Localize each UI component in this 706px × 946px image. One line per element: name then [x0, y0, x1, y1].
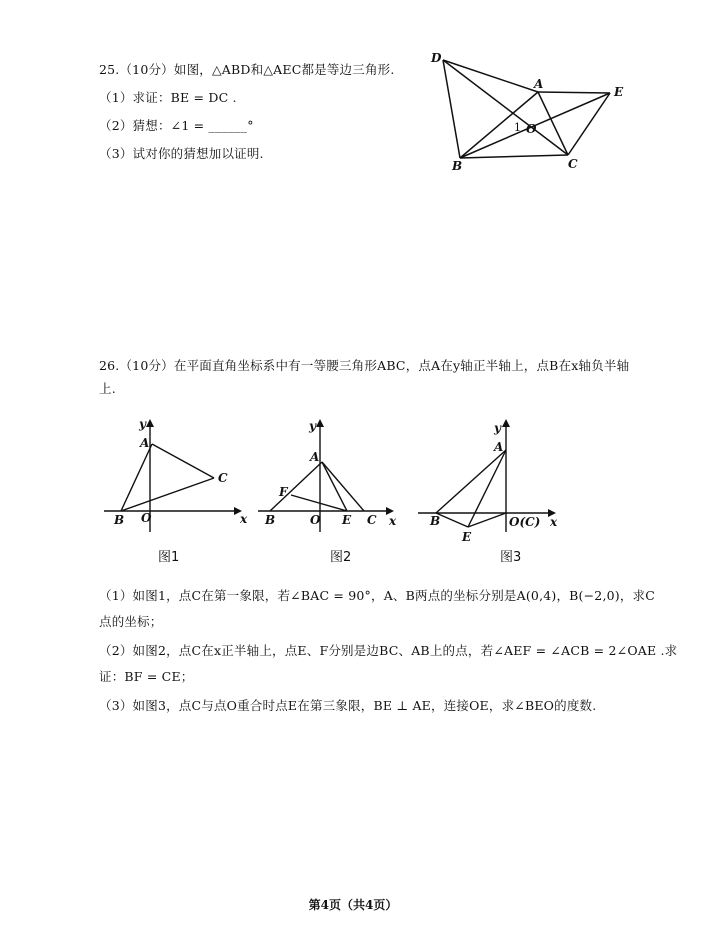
q25-part1: （1）求证：BE = DC .: [99, 90, 237, 105]
q25-header: 25.（10分）如图，△ABD和△AEC都是等边三角形.: [99, 62, 395, 77]
fig3-B: B: [430, 514, 441, 528]
fig3-caption: 图3: [500, 550, 522, 565]
q26-header-line1: 26.（10分）在平面直角坐标系中有一等腰三角形ABC，点A在y轴正半轴上，点B在x轴负半轴: [99, 358, 630, 373]
q25-part3: （3）试对你的猜想加以证明.: [99, 146, 264, 161]
label-C: C: [568, 157, 578, 171]
label-B: B: [452, 159, 463, 173]
fig1-A: A: [140, 436, 150, 450]
fig2-A: A: [310, 450, 320, 464]
fig1-y: y: [139, 417, 146, 431]
label-angle-1: 1: [514, 121, 521, 134]
q26-header-line2: 上.: [99, 381, 116, 396]
fig2-x: x: [389, 514, 397, 528]
fig2-O: O: [310, 513, 321, 527]
q26-part3: （3）如图3，点C与点O重合时点E在第三象限，BE ⊥ AE，连接OE，求∠BEO的度数.: [99, 698, 597, 713]
label-O: O: [526, 122, 537, 136]
fig3-y: y: [494, 421, 501, 435]
fig3-E: E: [462, 530, 472, 544]
fig2-E: E: [342, 513, 352, 527]
fig2-B: B: [265, 513, 276, 527]
q25-part2: （2）猜想：∠1 = ______°: [99, 118, 254, 133]
fig2-y: y: [309, 419, 316, 433]
q26-part1-line2: 点的坐标；: [99, 614, 163, 629]
fig1-x: x: [240, 512, 248, 526]
label-D: D: [431, 51, 442, 65]
q26-part2-line1: （2）如图2，点C在x正半轴上，点E、F分别是边BC、AB上的点，若∠AEF = ∠ACB = 2∠OAE .求: [99, 643, 678, 658]
fig2-C: C: [367, 513, 377, 527]
label-E: E: [614, 85, 624, 99]
fig2-caption: 图2: [330, 550, 352, 565]
fig3-A: A: [494, 440, 504, 454]
fig3-OC: O(C): [509, 515, 541, 529]
fig1-B: B: [114, 513, 125, 527]
fig1-caption: 图1: [158, 550, 180, 565]
page-footer: 第4页（共4页）: [308, 898, 398, 912]
fig1-C: C: [218, 471, 228, 485]
q26-part2-line2: 证：BF = CE；: [99, 669, 194, 684]
label-A: A: [534, 77, 544, 91]
fig3-x: x: [550, 515, 558, 529]
q26-part1-line1: （1）如图1，点C在第一象限，若∠BAC = 90°，A、B两点的坐标分别是A(0,4)，B(−2,0)，求C: [99, 588, 656, 603]
fig1-O: O: [141, 511, 152, 525]
fig2-F: F: [279, 485, 288, 499]
